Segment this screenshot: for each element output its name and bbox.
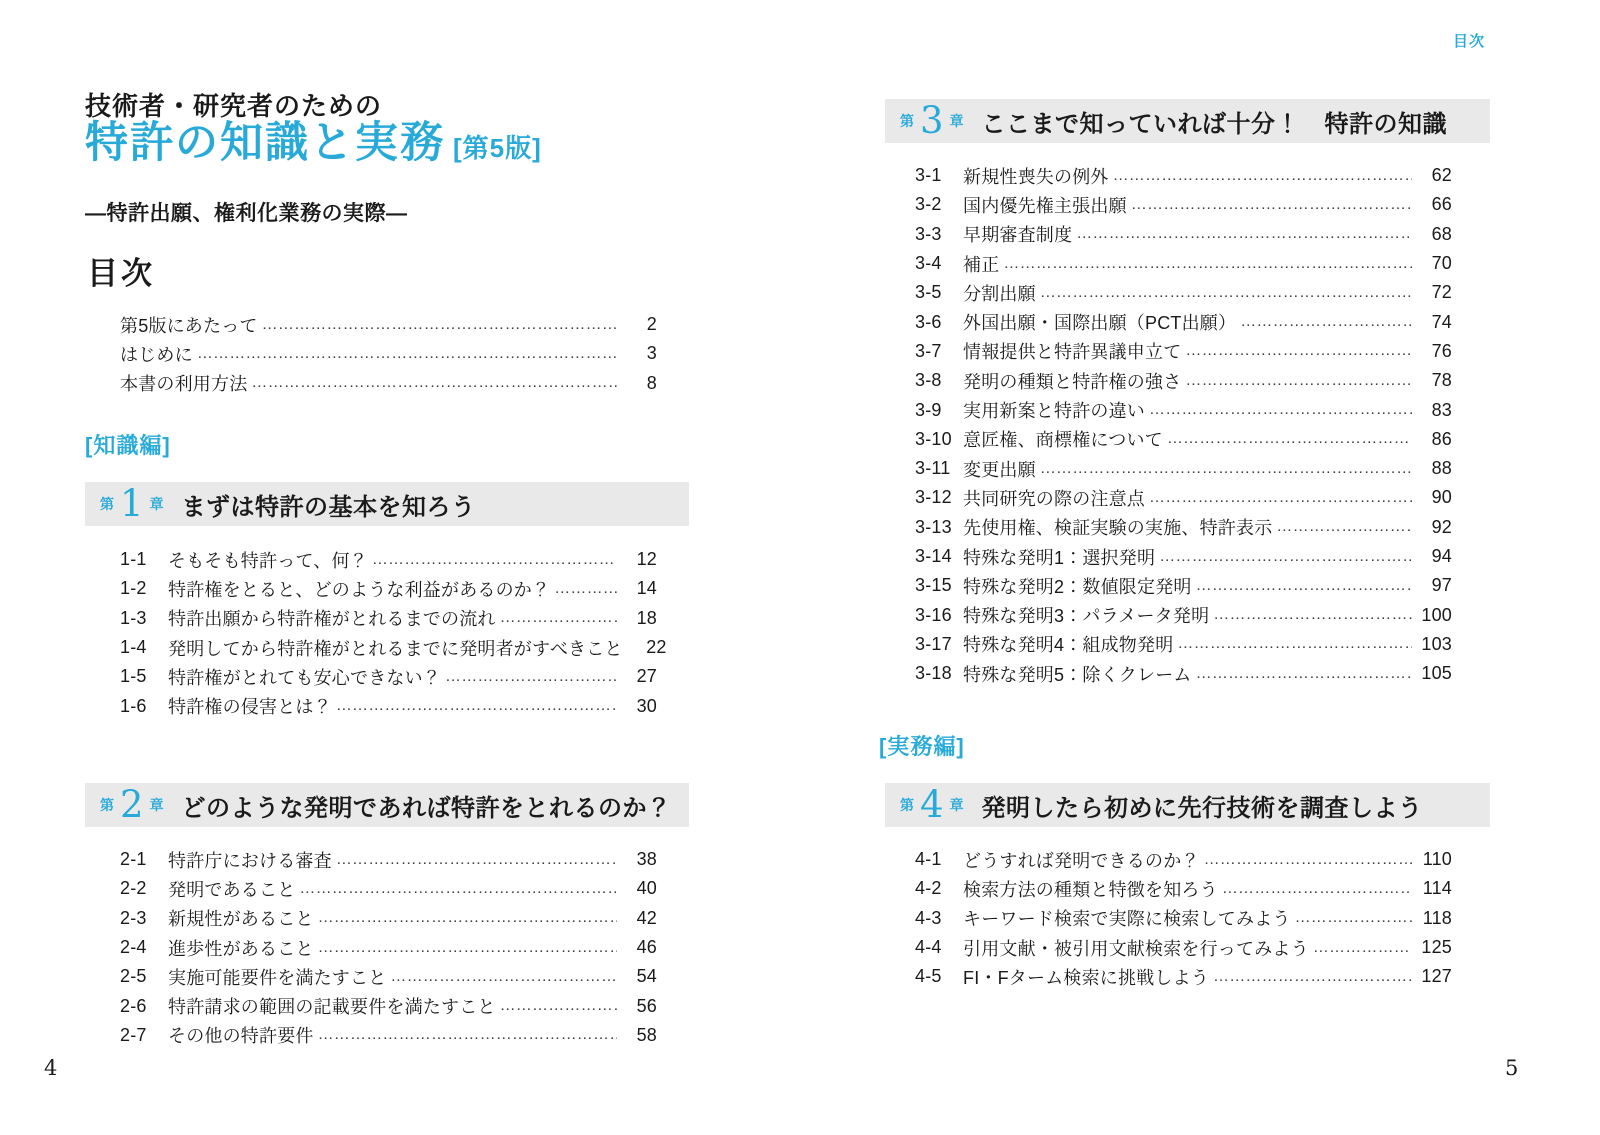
toc-entry [120, 691, 657, 720]
entry-page-number: 118 [1422, 907, 1452, 928]
toc-entry [120, 604, 657, 633]
dot-leader [1040, 460, 1412, 478]
entry-page-number: 74 [1431, 311, 1452, 332]
dot-leader [1313, 939, 1412, 957]
toc-entry [915, 659, 1452, 688]
entry-title: 意匠権、商標権について [963, 430, 1163, 451]
entry-title: 引用文献・被引用文献検索を行ってみよう [963, 938, 1309, 959]
entry-title: 特殊な発明3：パラメータ発明 [963, 606, 1210, 627]
entry-page-number: 46 [636, 937, 657, 958]
chapter-suffix: 章 [149, 797, 164, 813]
entry-number: 1-6 [120, 695, 147, 716]
dot-leader [1196, 665, 1412, 683]
entry-title: 新規性喪失の例外 [963, 166, 1109, 187]
entry-page-number: 86 [1431, 428, 1452, 449]
entry-page-number: 76 [1431, 340, 1452, 361]
toc-entry [915, 874, 1452, 903]
entry-page-number: 12 [636, 549, 657, 570]
section-label-knowledge: [知識編] [85, 433, 171, 458]
entry-number: 3-5 [915, 282, 942, 303]
entry-title: 実施可能要件を満たすこと [168, 967, 387, 988]
dot-leader [1295, 909, 1412, 927]
dot-leader [1159, 548, 1412, 566]
entry-number: 1-1 [120, 549, 147, 570]
entry-number: 3-10 [915, 428, 952, 449]
entry-title: 特許請求の範囲の記載要件を満たすこと [168, 997, 496, 1018]
entry-title: 発明の種類と特許権の強さ [963, 371, 1182, 392]
toc-entry [120, 339, 657, 368]
dot-leader [372, 551, 617, 569]
entry-page-number: 92 [1431, 516, 1452, 537]
entry-number: 4-2 [915, 878, 942, 899]
entry-title: 情報提供と特許異議申立て [963, 342, 1182, 363]
entry-number: 3-15 [915, 575, 952, 596]
chapter-1-entries [120, 545, 667, 721]
entry-page-number: 125 [1421, 937, 1452, 958]
chapter-4-header [885, 783, 1490, 827]
toc-entry [915, 933, 1452, 962]
entry-title: 特許庁における審査 [168, 850, 332, 871]
entry-page-number: 110 [1422, 849, 1452, 870]
entry-title: 共同研究の際の注意点 [963, 488, 1145, 509]
entry-number: 3-12 [915, 487, 952, 508]
entry-page-number: 100 [1421, 604, 1452, 625]
toc-entry [120, 1021, 657, 1050]
dot-leader [1185, 372, 1412, 390]
entry-title: 分割出願 [963, 283, 1036, 304]
entry-number: 1-4 [120, 637, 147, 658]
entry-number: 2-6 [120, 995, 147, 1016]
left-page [85, 0, 689, 1135]
book-tagline: 技術者・研究者のための [85, 91, 383, 121]
chapter-1-header [85, 482, 689, 526]
toc-entry [120, 991, 657, 1020]
entry-number: 3-6 [915, 311, 942, 332]
book-title: 特許の知識と実務 [85, 119, 445, 167]
toc-entry [120, 845, 657, 874]
dot-leader [251, 374, 617, 392]
entry-page-number: 56 [636, 995, 657, 1016]
entry-number: 2-3 [120, 907, 147, 928]
entry-number: 2-2 [120, 878, 147, 899]
entry-number: 2-7 [120, 1024, 147, 1045]
entry-title: 補正 [963, 254, 1000, 275]
entry-page-number: 8 [646, 372, 657, 393]
entry-page-number: 114 [1422, 878, 1452, 899]
chapter-number: 3 [920, 98, 944, 142]
entry-number: 3-3 [915, 223, 942, 244]
entry-title: 発明であること [168, 879, 296, 900]
entry-number: 1-5 [120, 666, 147, 687]
entry-title: 特許権がとれても安心できない？ [168, 667, 441, 688]
entry-number: 3-18 [915, 663, 952, 684]
toc-entry [120, 310, 657, 339]
entry-page-number: 78 [1431, 370, 1452, 391]
chapter-title: どのような発明であれば特許をとれるのか？ [181, 794, 672, 822]
entry-page-number: 18 [636, 607, 657, 628]
toc-entry [120, 874, 657, 903]
dot-leader [1222, 880, 1412, 898]
entry-page-number: 68 [1431, 223, 1452, 244]
entry-page-number: 54 [636, 966, 657, 987]
toc-entry [120, 933, 657, 962]
entry-number: 3-17 [915, 633, 952, 654]
entry-title: 変更出願 [963, 459, 1036, 480]
dot-leader [299, 880, 617, 898]
toc-entry [915, 366, 1452, 395]
entry-title: 特殊な発明4：組成物発明 [963, 635, 1174, 656]
entry-number: 3-7 [915, 340, 942, 361]
entry-title: その他の特許要件 [168, 1026, 314, 1047]
toc-entry [915, 278, 1452, 307]
entry-title: どうすれば発明できるのか？ [963, 850, 1200, 871]
toc-entry [120, 662, 657, 691]
entry-number: 3-2 [915, 194, 942, 215]
entry-number: 3-9 [915, 399, 942, 420]
page-number-left: 4 [44, 1056, 58, 1080]
toc-entry [915, 395, 1452, 424]
entry-page-number: 83 [1431, 399, 1452, 420]
dot-leader [318, 939, 617, 957]
entry-number: 3-11 [915, 458, 951, 479]
dot-leader [1240, 313, 1412, 331]
entry-number: 3-14 [915, 546, 952, 566]
toc-entry [915, 425, 1452, 454]
toc-entry [915, 220, 1452, 249]
entry-number: 4-5 [915, 966, 942, 987]
entry-title: そもそも特許って、何？ [168, 550, 368, 571]
toc-entry [915, 513, 1452, 542]
entry-number: 3-4 [915, 253, 942, 274]
entry-page-number: 127 [1421, 966, 1452, 987]
dot-leader [1196, 577, 1412, 595]
entry-title: 特許権をとると、どのような利益があるのか？ [168, 579, 551, 600]
dot-leader [1185, 342, 1412, 360]
chapter-number: 4 [920, 782, 944, 826]
chapter-title: ここまで知っていれば十分！ 特許の知識 [981, 110, 1448, 138]
chapter-3-header [885, 99, 1490, 143]
chapter-number: 1 [120, 481, 144, 525]
entry-page-number: 88 [1431, 458, 1452, 479]
entry-number: 1-3 [120, 607, 147, 628]
entry-page-number: 90 [1431, 487, 1452, 508]
toc-entry [915, 337, 1452, 366]
entry-page-number: 103 [1421, 633, 1452, 654]
dot-leader [336, 851, 617, 869]
chapter-4-entries [915, 845, 1452, 991]
entry-title: キーワード検索で実際に検索してみよう [963, 909, 1291, 930]
toc-heading: 目次 [87, 256, 155, 292]
toc-entry [915, 190, 1452, 219]
toc-entry [120, 369, 657, 398]
entry-title: 検索方法の種類と特徴を知ろう [963, 879, 1218, 900]
dot-leader [318, 909, 617, 927]
entry-number: 3-16 [915, 604, 952, 625]
toc-entry [915, 161, 1452, 190]
entry-page-number: 3 [646, 343, 657, 364]
entry-title: 先使用権、検証実験の実施、特許表示 [963, 518, 1273, 539]
chapter-title: 発明したら初めに先行技術を調査しよう [981, 794, 1423, 822]
running-head-toc: 目次 [1453, 33, 1486, 50]
dot-leader [445, 668, 617, 686]
page-number-right: 5 [1505, 1056, 1519, 1080]
dot-leader [1149, 489, 1412, 507]
toc-entry [120, 545, 657, 574]
entry-number: 3-1 [915, 165, 942, 186]
dot-leader [1276, 518, 1412, 536]
entry-title: 国内優先権主張出願 [963, 195, 1127, 216]
entry-page-number: 2 [646, 314, 657, 335]
front-matter-list [120, 310, 657, 398]
entry-page-number: 58 [636, 1024, 657, 1045]
entry-title: 新規性があること [168, 909, 314, 930]
toc-entry [915, 904, 1452, 933]
section-label-practice: [実務編] [879, 734, 965, 759]
toc-entry [915, 630, 1452, 659]
dot-leader [262, 316, 617, 334]
chapter-prefix: 第 [900, 797, 914, 813]
entry-number: 3-13 [915, 516, 952, 537]
entry-title: 特殊な発明2：数値限定発明 [963, 576, 1192, 597]
entry-page-number: 72 [1431, 282, 1452, 303]
dot-leader [1177, 635, 1412, 653]
entry-number: 4-4 [915, 937, 942, 958]
chapter-prefix: 第 [900, 113, 914, 129]
entry-page-number: 40 [636, 878, 657, 899]
entry-page-number: 62 [1431, 165, 1452, 186]
dot-leader [500, 997, 617, 1015]
dot-leader [390, 968, 617, 986]
dot-leader [554, 580, 617, 598]
dot-leader [318, 1026, 617, 1044]
dot-leader [1213, 968, 1412, 986]
entry-number: 2-1 [120, 849, 147, 870]
dot-leader [1149, 401, 1412, 419]
right-page [879, 0, 1490, 1135]
toc-entry [915, 600, 1452, 629]
toc-entry [120, 574, 657, 603]
toc-entry [915, 249, 1452, 278]
chapter-number: 2 [120, 782, 144, 826]
toc-entry [915, 483, 1452, 512]
dot-leader [1167, 430, 1412, 448]
toc-entry [120, 633, 667, 662]
entry-page-number: 42 [636, 907, 657, 928]
toc-entry [915, 571, 1452, 600]
entry-title: 発明してから特許権がとれるまでに発明者がすべきこと [168, 638, 623, 659]
dot-leader [1076, 225, 1412, 243]
entry-title: 早期審査制度 [963, 225, 1073, 246]
entry-title: 本書の利用方法 [120, 374, 248, 395]
entry-page-number: 14 [636, 578, 657, 599]
entry-number: 1-2 [120, 578, 147, 599]
entry-number: 4-3 [915, 907, 942, 928]
entry-title: 実用新案と特許の違い [963, 401, 1145, 422]
entry-number: 2-5 [120, 966, 147, 987]
entry-title: FI・Fターム検索に挑戦しよう [963, 967, 1209, 988]
entry-title: 進歩性があること [168, 938, 314, 959]
chapter-prefix: 第 [100, 797, 114, 813]
book-title-row [85, 120, 542, 167]
toc-entry [915, 454, 1452, 483]
entry-number: 3-8 [915, 370, 942, 391]
toc-entry [915, 845, 1452, 874]
dot-leader [1213, 606, 1412, 624]
book-edition-badge: [第5版] [453, 133, 542, 163]
dot-leader [197, 345, 617, 363]
entry-page-number: 70 [1431, 253, 1452, 274]
dot-leader [1003, 255, 1412, 273]
chapter-2-header [85, 783, 689, 827]
dot-leader [1040, 284, 1412, 302]
chapter-title: まずは特許の基本を知ろう [181, 493, 476, 521]
dot-leader [1113, 167, 1412, 185]
toc-entry [915, 962, 1452, 991]
chapter-suffix: 章 [949, 113, 964, 129]
entry-number: 2-4 [120, 937, 147, 958]
chapter-suffix: 章 [149, 496, 164, 512]
toc-entry [120, 904, 657, 933]
entry-page-number: 27 [636, 666, 657, 687]
chapter-prefix: 第 [100, 496, 114, 512]
entry-page-number: 30 [636, 695, 657, 716]
entry-title: はじめに [120, 344, 193, 365]
dot-leader [1204, 851, 1412, 869]
entry-page-number: 38 [636, 849, 657, 870]
entry-title: 特殊な発明5：除くクレーム [963, 664, 1192, 685]
entry-page-number: 66 [1431, 194, 1452, 215]
entry-page-number: 97 [1431, 575, 1452, 596]
entry-title: 第5版にあたって [120, 315, 258, 336]
entry-title: 特許権の侵害とは？ [168, 697, 332, 718]
dot-leader [1131, 196, 1412, 214]
book-subtitle: ―特許出願、権利化業務の実際― [85, 202, 408, 225]
chapter-suffix: 章 [949, 797, 964, 813]
entry-title: 特許出願から特許権がとれるまでの流れ [168, 609, 496, 630]
chapter-3-entries [915, 161, 1452, 688]
entry-page-number: 22 [646, 637, 667, 658]
toc-entry [120, 962, 657, 991]
dot-leader [500, 609, 617, 627]
dot-leader [336, 697, 617, 715]
chapter-2-entries [120, 845, 657, 1050]
entry-page-number: 94 [1431, 546, 1452, 566]
entry-page-number: 105 [1421, 663, 1452, 684]
toc-entry [915, 542, 1452, 571]
entry-number: 4-1 [915, 849, 942, 870]
entry-title: 特殊な発明1：選択発明 [963, 547, 1156, 568]
entry-title: 外国出願・国際出願（PCT出願） [963, 313, 1237, 334]
toc-entry [915, 307, 1452, 336]
